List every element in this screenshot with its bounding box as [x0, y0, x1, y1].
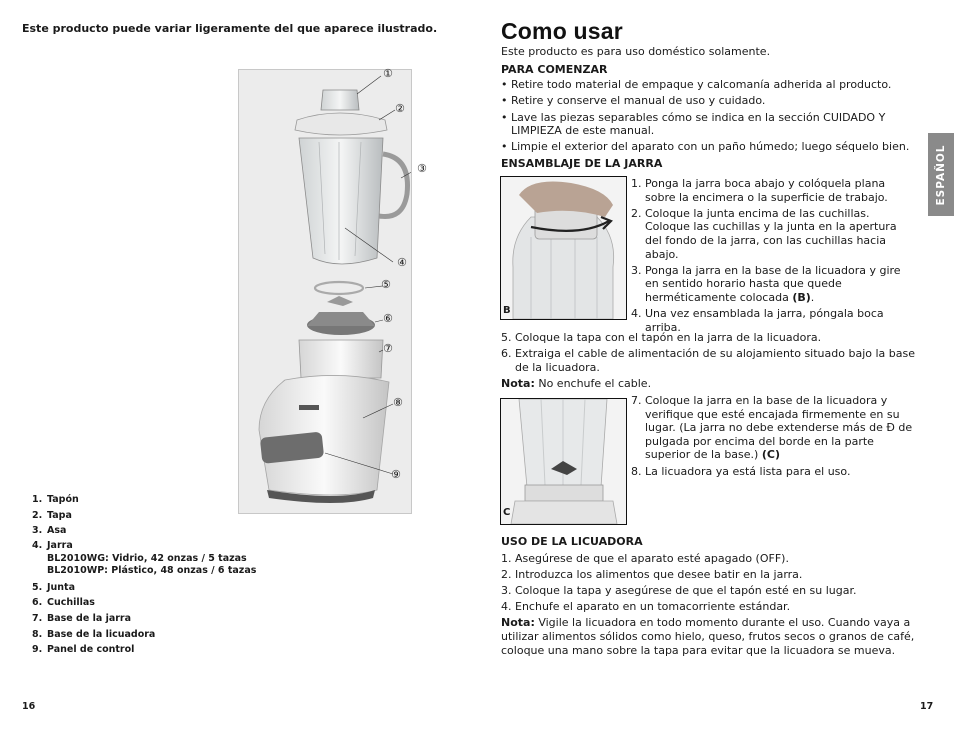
- note-supervise: Nota: Vigile la licuadora en todo momento durante el uso. Cuando vaya a utilizar alimentos sólidos como hielo, queso, frutos secos o granos de café, coloque una mano sobre la tapa para evitar que la licuadora se mueva.: [501, 616, 915, 657]
- callout-9: ⑨: [391, 468, 401, 481]
- parts-item: 1. Tapón: [32, 494, 79, 505]
- callout-3: ③: [417, 162, 427, 175]
- cap-shape: [321, 90, 359, 110]
- lid-shape: [295, 113, 387, 135]
- parts-item: 3. Asa: [32, 525, 67, 537]
- assembly-steps-1: [631, 177, 916, 337]
- right-column: [501, 45, 921, 170]
- page-title: Como usar: [501, 18, 623, 44]
- step-item: 5. Coloque la tapa con el tapón en la jarra de la licuadora.: [501, 331, 822, 344]
- blender-exploded-figure: [238, 67, 427, 514]
- language-tab-label: ESPAÑOL: [935, 144, 947, 205]
- photo-b: [500, 176, 627, 320]
- step-item: 1. Asegúrese de que el aparato esté apagado (OFF).: [501, 551, 789, 565]
- language-tab: [928, 133, 954, 216]
- assembly-continued: [501, 331, 916, 391]
- blades-shape: [327, 296, 353, 306]
- photo-c-label: C: [503, 507, 511, 518]
- step-item: 7. Coloque la jarra en la base de la licuadora y verifique que esté encajada firmemente en su lugar. (La jarra no debe extenderse más de Ð de pulgada por encima del borde en la parte superior de la base.) (C): [631, 394, 913, 462]
- step-item: 2. Coloque la junta encima de las cuchillas. Coloque las cuchillas y la junta en la apertura del fondo de la jarra, con las cuchillas hacia abajo.: [631, 206, 897, 261]
- blender-illustration: [239, 70, 411, 513]
- parts-item: 4. Jarra BL2010WG: Vidrio, 42 onzas / 5 tazas BL2010WP: Plástico, 48 onzas / 6 tazas: [32, 540, 257, 577]
- callout-4: ④: [397, 256, 407, 269]
- callout-6: ⑥: [383, 312, 393, 325]
- parts-item: 2. Tapa: [32, 509, 72, 521]
- assembly-steps-3: [631, 394, 916, 481]
- motor-base-shape: [259, 375, 389, 495]
- bullet-item: • Retire y conserve el manual de uso y cuidado.: [501, 94, 913, 108]
- step-item: 4. Enchufe el aparato en un tomacorriente estándar.: [501, 600, 791, 614]
- jar-base-shape: [299, 340, 383, 378]
- callout-2: ②: [395, 102, 405, 115]
- usage-section: [501, 535, 916, 657]
- parts-item: 8. Base de la licuadora: [32, 628, 156, 640]
- page-number-right: 17: [920, 701, 934, 712]
- note-cable: Nota: No enchufe el cable.: [501, 376, 652, 390]
- step-item: 3. Ponga la jarra en la base de la licuadora y gire en sentido horario hasta que quede herméticamente colocada (B).: [631, 263, 901, 304]
- photo-b-label: B: [503, 305, 511, 316]
- section-heading-usage: USO DE LA LICUADORA: [501, 535, 643, 548]
- step-item: 2. Introduzca los alimentos que desee batir en la jarra.: [501, 567, 803, 581]
- callout-7: ⑦: [383, 342, 393, 355]
- callout-5: ⑤: [381, 278, 391, 291]
- parts-item: 6. Cuchillas: [32, 597, 95, 609]
- callout-1: ①: [383, 67, 393, 80]
- step-item: 4. Una vez ensamblada la jarra, póngala boca arriba.: [631, 307, 884, 334]
- callout-8: ⑧: [393, 396, 403, 409]
- step-item: 8. La licuadora ya está lista para el uso.: [631, 464, 851, 478]
- bullet-item: • Lave las piezas separables cómo se indica en la sección CUIDADO Y LIMPIEZA de este manual.: [501, 111, 913, 138]
- gasket-shape: [315, 282, 363, 294]
- photo-c: [500, 398, 627, 525]
- intro-text: Este producto es para uso doméstico solamente.: [501, 45, 771, 58]
- usage-steps: [501, 552, 916, 614]
- bullet-item: • Retire todo material de empaque y calcomanía adherida al producto.: [501, 78, 913, 92]
- page-number-left: 16: [22, 701, 36, 712]
- bullet-item: • Limpie el exterior del aparato con un paño húmedo; luego séquelo bien.: [501, 140, 913, 154]
- section-heading-start: PARA COMENZAR: [501, 62, 608, 76]
- start-bullets: [501, 78, 913, 154]
- step-item: 6. Extraiga el cable de alimentación de su alojamiento situado bajo la base de la licuadora.: [501, 347, 915, 374]
- parts-item: 5. Junta: [32, 581, 76, 593]
- jar-shape: [299, 138, 383, 264]
- handle-shape: [379, 154, 408, 217]
- disclaimer: Este producto puede variar ligeramente del que aparece ilustrado.: [22, 22, 438, 35]
- section-heading-assembly: ENSAMBLAJE DE LA JARRA: [501, 156, 663, 170]
- step-item: 3. Coloque la tapa y asegúrese de que el tapón esté en su lugar.: [501, 583, 857, 597]
- parts-list: [32, 492, 256, 658]
- parts-item: 7. Base de la jarra: [32, 612, 132, 624]
- assembly-steps-2: [501, 331, 916, 374]
- parts-item: 9. Panel de control: [32, 644, 135, 656]
- step-item: 1. Ponga la jarra boca abajo y colóquela plana sobre la encimera o la superficie de trabajo.: [631, 177, 888, 204]
